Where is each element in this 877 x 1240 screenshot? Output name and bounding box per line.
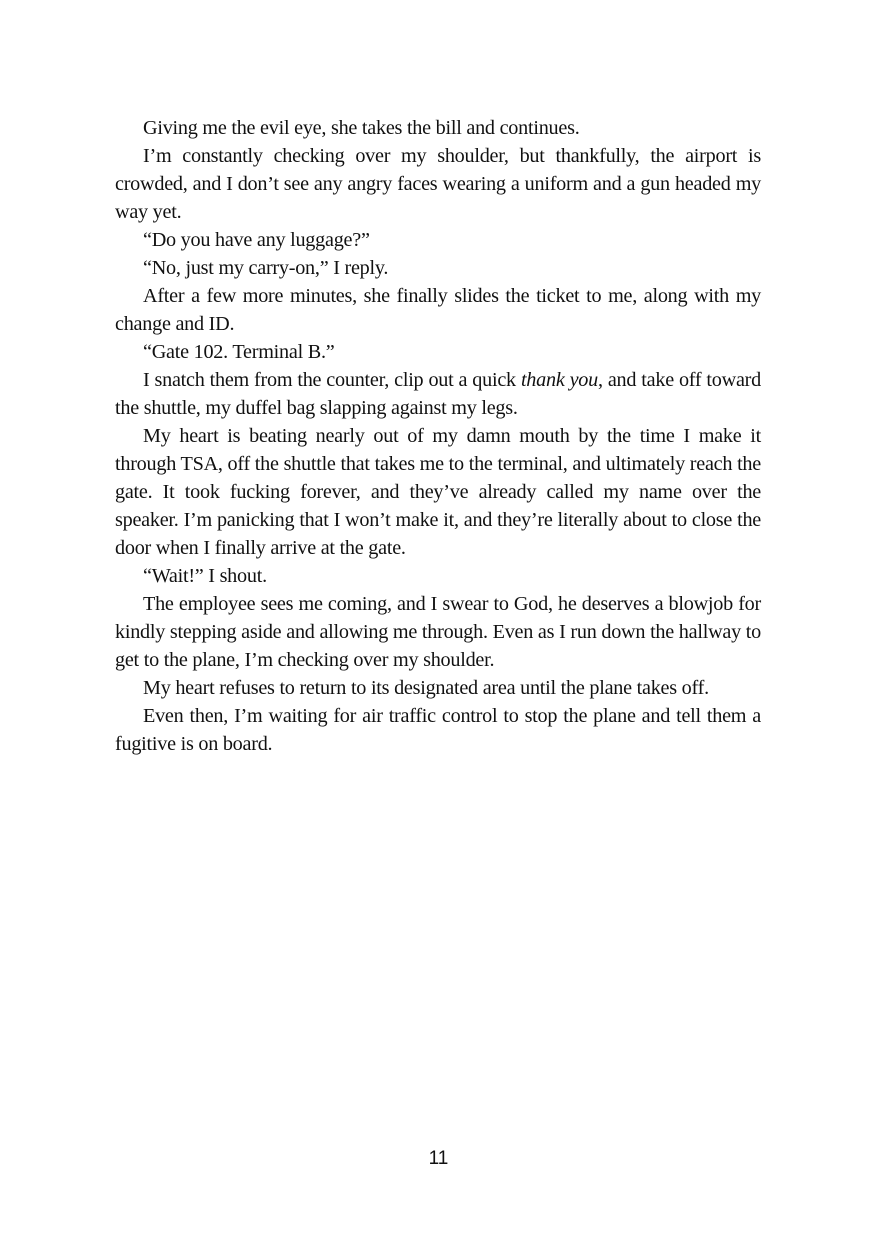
paragraph: After a few more minutes, she finally slides the ticket to me, along with my change and ID.: [115, 285, 761, 335]
paragraph: “No, just my carry-on,” I reply.: [143, 257, 389, 279]
paragraph-text: I snatch them from the counter, clip out a quick: [143, 369, 521, 391]
paragraph: The employee sees me coming, and I swear to God, he deserves a blowjob for kindly stepping aside and allowing me through. Even as I run down the hallway to get to the plane, I’m checking over my shoulder.: [115, 593, 761, 671]
paragraph: I’m constantly checking over my shoulder, but thankfully, the airport is crowded, and I don’t see any angry faces wearing a uniform and a gun headed my way yet.: [115, 145, 761, 223]
emphasis-text: thank you: [520, 369, 598, 391]
paragraph: “Do you have any luggage?”: [143, 229, 370, 251]
paragraph: “Wait!” I shout.: [143, 565, 267, 587]
paragraph: My heart is beating nearly out of my damn mouth by the time I make it through TSA, off the shuttle that takes me to the terminal, and ultimately reach the gate. It took fucking forever, and they’ve already called my name over the speaker. I’m panicking that I won’t make it, and they’re literally about to close the door when I finally arrive at the gate.: [115, 425, 761, 559]
paragraph: Even then, I’m waiting for air traffic control to stop the plane and tell them a fugitive is on board.: [115, 705, 761, 755]
paragraph: “Gate 102. Terminal B.”: [143, 341, 335, 363]
paragraph: Giving me the evil eye, she takes the bill and continues.: [143, 117, 580, 139]
paragraph: [115, 366, 761, 422]
page-body: [115, 114, 761, 758]
paragraph-text: , and take off toward the shuttle, my duffel bag slapping against my legs.: [115, 369, 761, 419]
paragraph: My heart refuses to return to its designated area until the plane takes off.: [143, 677, 709, 699]
page-number: 11: [428, 1148, 449, 1169]
